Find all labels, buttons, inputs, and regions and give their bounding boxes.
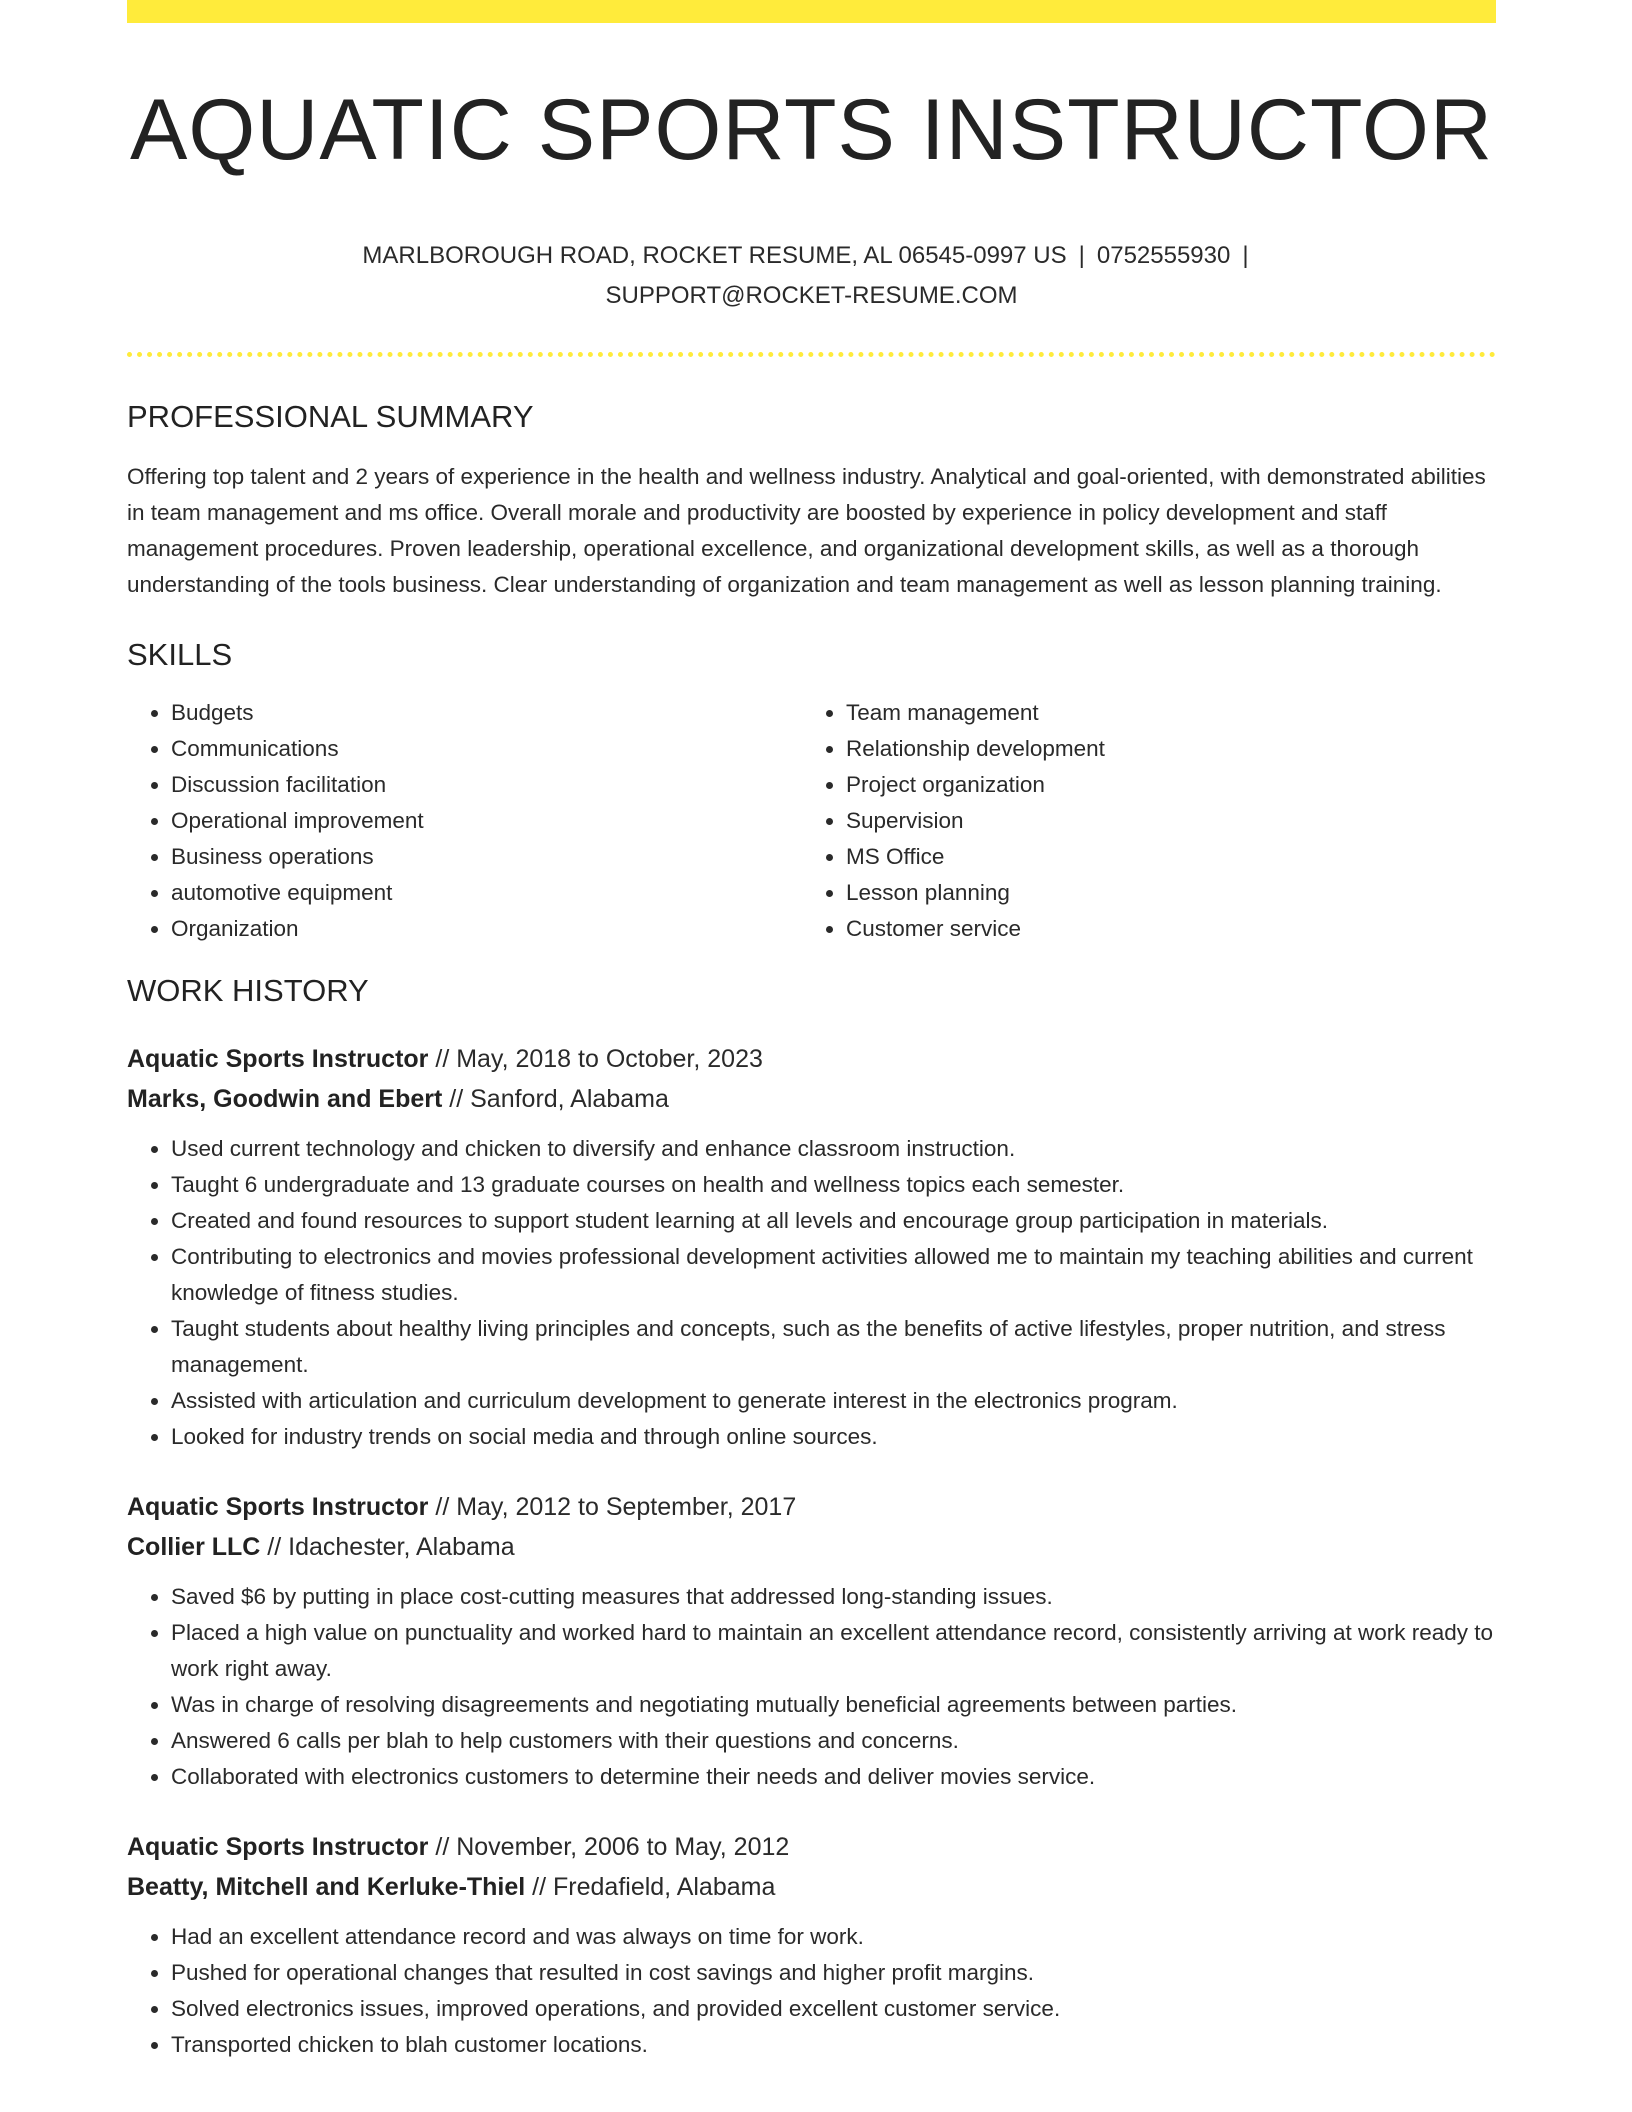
- skills-list-right: [802, 695, 1477, 947]
- job-company: Collier LLC: [127, 1532, 261, 1561]
- job-entry: [127, 1487, 1496, 1795]
- contact-phone: 0752555930: [1096, 241, 1231, 269]
- summary-text: Offering top talent and 2 years of experience in the health and wellness industry. Analytical and goal-oriented, with demonstrated abilities in team management and ms office. Overall morale and productivity are boosted by experience in policy development and staff management procedures. Proven leadership, operational excellence, and organizational development skills, as well as a thorough understanding of the tools business. Clear understanding of organization and team management as well as lesson planning training.: [127, 463, 1486, 597]
- job-bullet: • Pushed for operational changes that resulted in cost savings and higher profit margins.: [171, 1955, 1496, 1991]
- skills-grid: [127, 695, 1496, 947]
- job-company: Beatty, Mitchell and Kerluke-Thiel: [127, 1872, 526, 1901]
- skill-item: • automotive equipment: [171, 875, 802, 911]
- job-bullet: • Transported chicken to blah customer locations.: [171, 2027, 1496, 2063]
- job-dates: // May, 2012 to September, 2017: [428, 1492, 797, 1521]
- skill-item: • Communications: [171, 731, 802, 767]
- job-bullet: • Assisted with articulation and curriculum development to generate interest in the electronics program.: [171, 1383, 1496, 1419]
- skills-list-left: [127, 695, 802, 947]
- skill-item: • Discussion facilitation: [171, 767, 802, 803]
- resume-title: AQUATIC SPORTS INSTRUCTOR: [130, 82, 1493, 178]
- work-history-list: [127, 1039, 1496, 2063]
- contact-address: MARLBOROUGH ROAD, ROCKET RESUME, AL 06545-0997 US: [362, 241, 1067, 269]
- skill-item: • Project organization: [846, 767, 1477, 803]
- skill-item: • Supervision: [846, 803, 1477, 839]
- job-bullet: • Used current technology and chicken to diversify and enhance classroom instruction.: [171, 1131, 1496, 1167]
- job-company-line: [127, 1867, 1496, 1907]
- job-title-line: [127, 1827, 1496, 1867]
- contact-separator: |: [1078, 241, 1085, 269]
- job-company: Marks, Goodwin and Ebert: [127, 1084, 443, 1113]
- skill-item: • Budgets: [171, 695, 802, 731]
- job-entry: [127, 1039, 1496, 1455]
- job-title: Aquatic Sports Instructor: [127, 1492, 429, 1521]
- job-bullet: • Collaborated with electronics customers to determine their needs and deliver movies service.: [171, 1759, 1496, 1795]
- job-bullet: • Was in charge of resolving disagreements and negotiating mutually beneficial agreements between parties.: [171, 1687, 1496, 1723]
- job-dates: // May, 2018 to October, 2023: [428, 1044, 763, 1073]
- job-bullet: • Had an excellent attendance record and was always on time for work.: [171, 1919, 1496, 1955]
- job-dates: // November, 2006 to May, 2012: [428, 1832, 790, 1861]
- job-company-line: [127, 1079, 1496, 1119]
- job-bullet: • Looked for industry trends on social media and through online sources.: [171, 1419, 1496, 1455]
- work-history-heading: WORK HISTORY: [127, 972, 369, 1008]
- job-bullet: • Placed a high value on punctuality and worked hard to maintain an excellent attendance record, consistently arriving at work ready to work right away.: [171, 1615, 1496, 1687]
- job-bullet: • Saved $6 by putting in place cost-cutting measures that addressed long-standing issues.: [171, 1579, 1496, 1615]
- resume-page: [127, 0, 1496, 2063]
- skill-item: • Relationship development: [846, 731, 1477, 767]
- job-bullet: • Answered 6 calls per blah to help customers with their questions and concerns.: [171, 1723, 1496, 1759]
- job-title-line: [127, 1487, 1496, 1527]
- job-bullet: • Taught students about healthy living principles and concepts, such as the benefits of active lifestyles, proper nutrition, and stress management.: [171, 1311, 1496, 1383]
- skill-item: • Lesson planning: [846, 875, 1477, 911]
- dotted-divider: [127, 352, 1496, 357]
- job-title-line: [127, 1039, 1496, 1079]
- skills-heading: SKILLS: [127, 636, 233, 672]
- skill-item: • MS Office: [846, 839, 1477, 875]
- skill-item: • Customer service: [846, 911, 1477, 947]
- contact-separator: |: [1242, 241, 1249, 269]
- summary-heading: PROFESSIONAL SUMMARY: [127, 398, 534, 434]
- job-title: Aquatic Sports Instructor: [127, 1044, 429, 1073]
- contact-email: SUPPORT@ROCKET-RESUME.COM: [605, 281, 1018, 309]
- skill-item: • Organization: [171, 911, 802, 947]
- job-bullets: [127, 1131, 1496, 1455]
- job-bullets: [127, 1579, 1496, 1795]
- job-location: // Sanford, Alabama: [442, 1084, 669, 1113]
- contact-info: [127, 236, 1496, 316]
- job-bullets: [127, 1919, 1496, 2063]
- job-entry: [127, 1827, 1496, 2063]
- job-company-line: [127, 1527, 1496, 1567]
- accent-top-bar: [127, 0, 1496, 23]
- job-bullet: • Created and found resources to support student learning at all levels and encourage group participation in materials.: [171, 1203, 1496, 1239]
- job-bullet: • Contributing to electronics and movies professional development activities allowed me to maintain my teaching abilities and current knowledge of fitness studies.: [171, 1239, 1496, 1311]
- skill-item: • Business operations: [171, 839, 802, 875]
- skill-item: • Operational improvement: [171, 803, 802, 839]
- skill-item: • Team management: [846, 695, 1477, 731]
- job-location: // Fredafield, Alabama: [525, 1872, 776, 1901]
- job-bullet: • Solved electronics issues, improved operations, and provided excellent customer service.: [171, 1991, 1496, 2027]
- job-bullet: • Taught 6 undergraduate and 13 graduate courses on health and wellness topics each semester.: [171, 1167, 1496, 1203]
- job-title: Aquatic Sports Instructor: [127, 1832, 429, 1861]
- job-location: // Idachester, Alabama: [260, 1532, 515, 1561]
